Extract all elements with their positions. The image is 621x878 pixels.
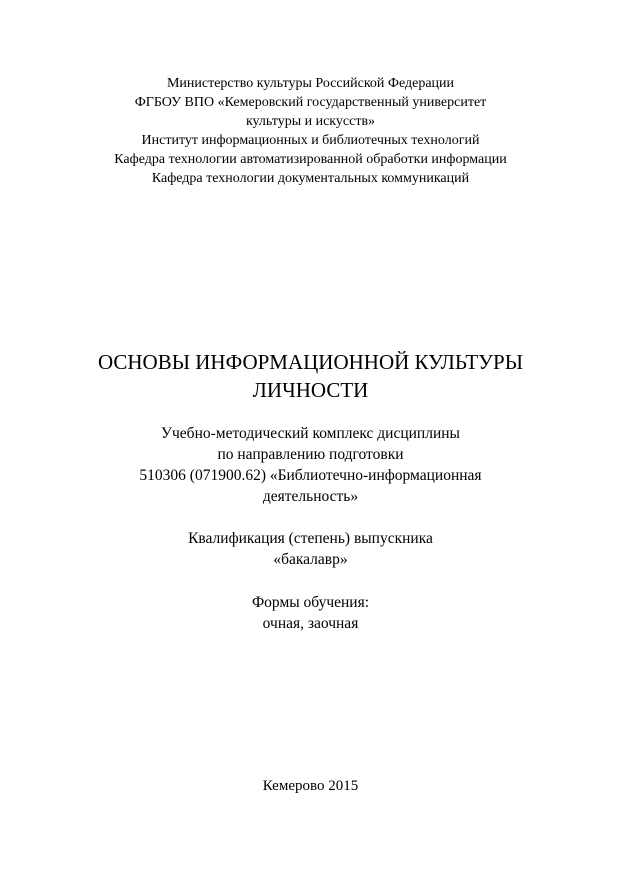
study-forms-block xyxy=(0,592,621,634)
department-line-1: Кафедра технологии автоматизированной обработки информации xyxy=(114,152,507,167)
university-line: ФГБОУ ВПО «Кемеровский государственный университет xyxy=(134,95,487,110)
institute-line: Институт информационных и библиотечных технологий xyxy=(141,133,480,148)
study-forms-value: очная, заочная xyxy=(262,615,359,632)
study-forms-label: Формы обучения: xyxy=(251,594,370,611)
footer-block xyxy=(0,776,621,797)
qualification-label: Квалификация (степень) выпускника xyxy=(188,530,433,547)
subtitle-line-2: по направлению подготовки xyxy=(217,446,404,463)
institution-header xyxy=(0,74,621,188)
subtitle-line-3: 510306 (071900.62) «Библиотечно-информационная xyxy=(139,467,482,484)
ministry-line: Министерство культуры Российской Федерации xyxy=(166,76,455,91)
document-subtitle xyxy=(0,423,621,507)
department-line-2: Кафедра технологии документальных коммуникаций xyxy=(151,171,470,186)
city-year: Кемерово 2015 xyxy=(262,778,359,794)
qualification-block xyxy=(0,528,621,570)
qualification-value: «бакалавр» xyxy=(273,551,348,568)
document-title xyxy=(0,348,621,404)
subtitle-line-4: деятельность» xyxy=(262,488,359,505)
title-line-2: ЛИЧНОСТИ xyxy=(252,378,369,402)
title-line-1: ОСНОВЫ ИНФОРМАЦИОННОЙ КУЛЬТУРЫ xyxy=(97,350,524,374)
subtitle-line-1: Учебно-методический комплекс дисциплины xyxy=(161,425,460,442)
university-line-continued: культуры и искусств» xyxy=(245,114,376,129)
